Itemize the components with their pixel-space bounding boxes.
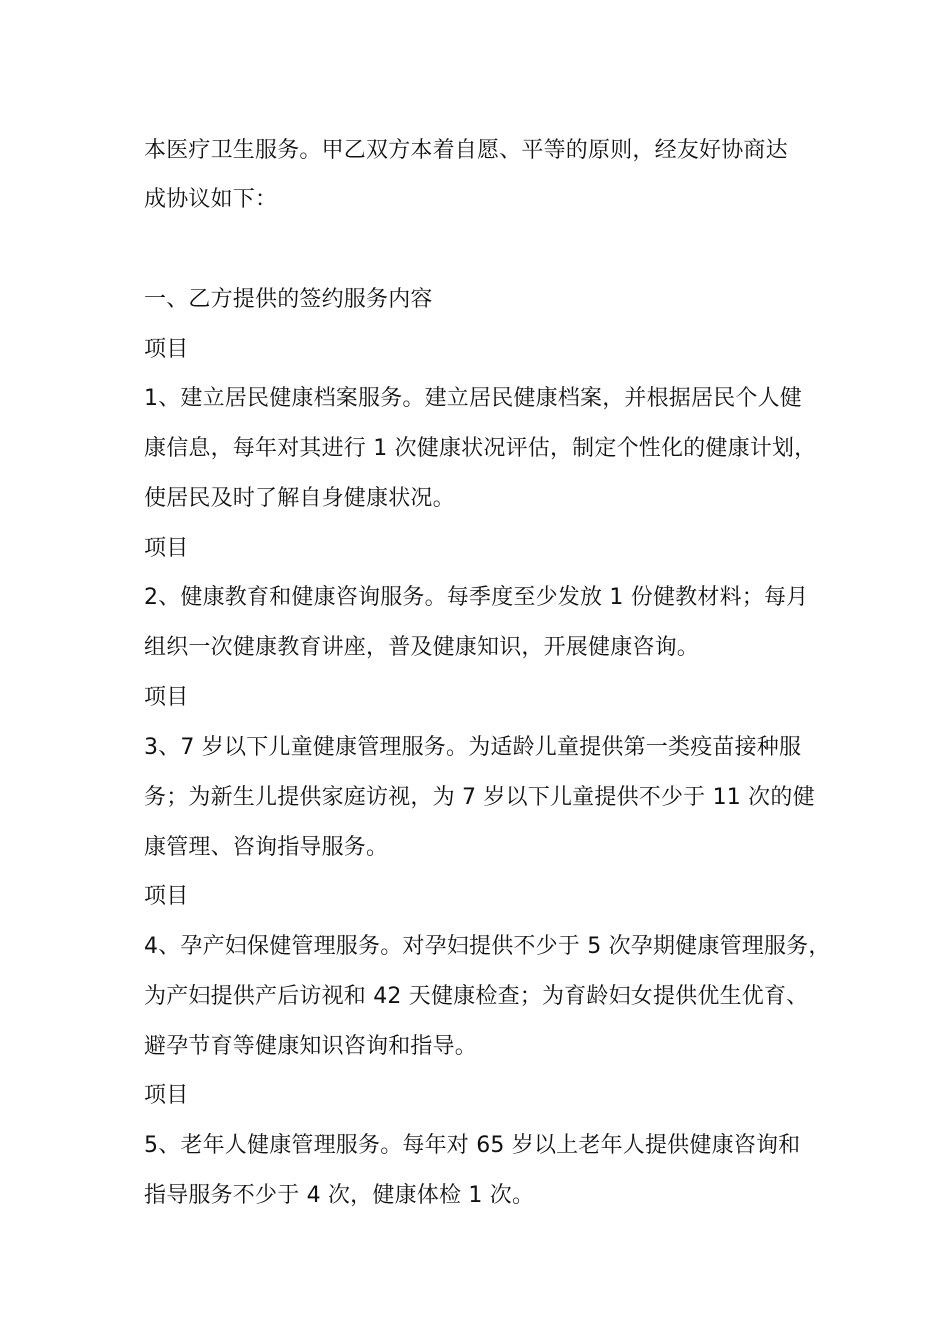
item-3-line-1: 3、7 岁以下儿童健康管理服务。为适龄儿童提供第一类疫苗接种服 xyxy=(144,735,802,760)
item-5-line-2: 指导服务不少于 4 次，健康体检 1 次。 xyxy=(144,1183,535,1208)
section-heading: 一、乙方提供的签约服务内容 xyxy=(144,287,433,312)
item-3-line-3: 康管理、咨询指导服务。 xyxy=(144,835,389,860)
item-1-line-1: 1、建立居民健康档案服务。建立居民健康档案，并根据居民个人健 xyxy=(144,386,802,411)
item-label: 项目 xyxy=(144,685,189,710)
item-label: 项目 xyxy=(144,337,189,362)
item-1-line-3: 使居民及时了解自身健康状况。 xyxy=(144,486,455,511)
item-label: 项目 xyxy=(144,884,189,909)
item-2-line-1: 2、健康教育和健康咨询服务。每季度至少发放 1 份健教材料；每月 xyxy=(144,585,809,610)
item-2-line-2: 组织一次健康教育讲座，普及健康知识，开展健康咨询。 xyxy=(144,635,700,660)
item-5-line-1: 5、老年人健康管理服务。每年对 65 岁以上老年人提供健康咨询和 xyxy=(144,1133,801,1158)
intro-line-2: 成协议如下： xyxy=(144,187,278,212)
item-4-line-2: 为产妇提供产后访视和 42 天健康检查；为育龄妇女提供优生优育、 xyxy=(144,984,809,1009)
item-label: 项目 xyxy=(144,1083,189,1108)
item-1-line-2: 康信息，每年对其进行 1 次健康状况评估，制定个性化的健康计划， xyxy=(144,436,817,461)
intro-line-1: 本医疗卫生服务。甲乙双方本着自愿、平等的原则，经友好协商达 xyxy=(144,138,788,163)
item-3-line-2: 务；为新生儿提供家庭访视，为 7 岁以下儿童提供不少于 11 次的健 xyxy=(144,785,815,810)
item-label: 项目 xyxy=(144,536,189,561)
item-4-line-3: 避孕节育等健康知识咨询和指导。 xyxy=(144,1034,478,1059)
item-4-line-1: 4、孕产妇保健管理服务。对孕妇提供不少于 5 次孕期健康管理服务， xyxy=(144,934,831,959)
